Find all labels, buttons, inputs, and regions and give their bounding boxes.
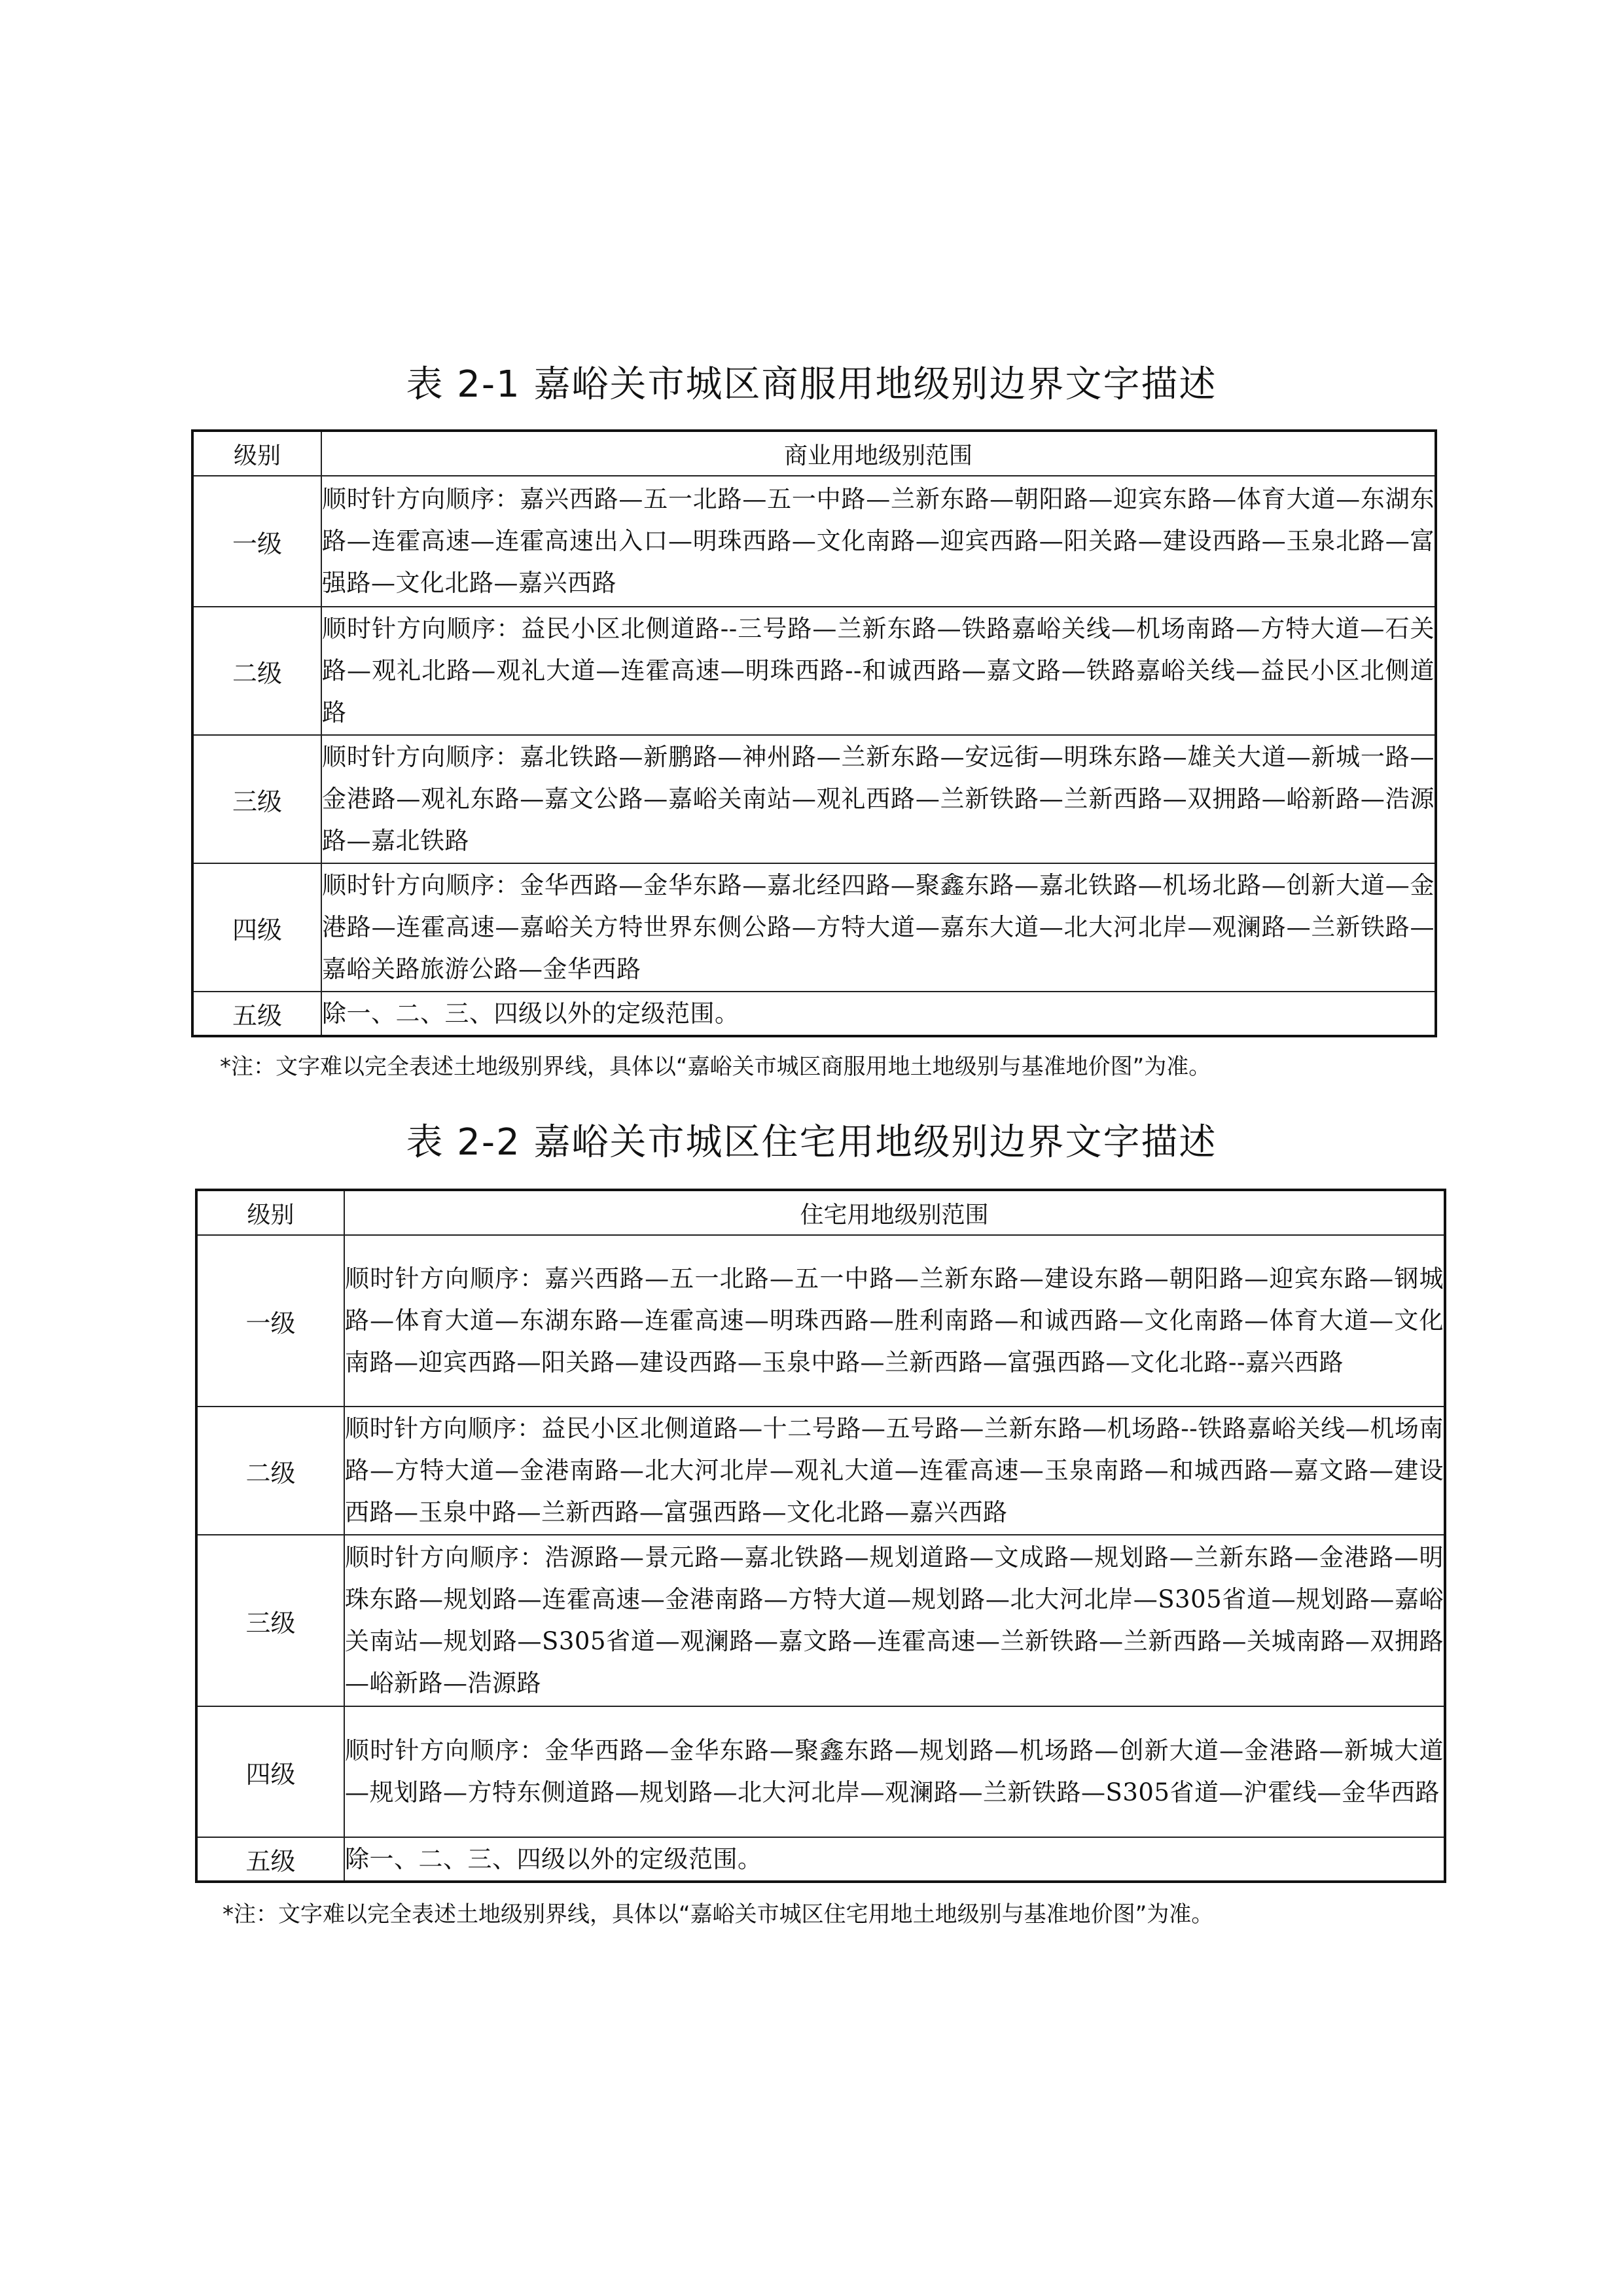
level-cell: 五级 [192,992,321,1036]
scope-cell: 顺时针方向顺序：金华西路—金华东路—聚鑫东路—规划路—机场路—创新大道—金港路—新城大道—规划路—方特东侧道路—规划路—北大河北岸—观澜路—兰新铁路—S305省道—沪霍线—金华西路 [344,1706,1445,1837]
header-level: 级别 [196,1190,344,1235]
table-row [196,1706,1445,1837]
header-scope: 商业用地级别范围 [321,431,1436,476]
table1-note: *注：文字难以完全表述土地级别界线，具体以“嘉峪关市城区商服用地土地级别与基准地价图”为准。 [220,1054,1211,1080]
commercial-grade-table [191,429,1437,1037]
level-cell: 四级 [192,863,321,992]
residential-grade-table [195,1189,1446,1883]
scope-cell: 顺时针方向顺序：浩源路—景元路—嘉北铁路—规划道路—文成路—规划路—兰新东路—金港路—明珠东路—规划路—连霍高速—金港南路—方特大道—规划路—北大河北岸—S305省道—规划路—嘉峪关南站—规划路—S305省道—观澜路—嘉文路—连霍高速—兰新铁路—兰新西路—关城南路—双拥路—峪新路—浩源路 [344,1535,1445,1706]
scope-cell: 顺时针方向顺序：益民小区北侧道路—十二号路—五号路—兰新东路—机场路--铁路嘉峪关线—机场南路—方特大道—金港南路—北大河北岸—观礼大道—连霍高速—玉泉南路—和城西路—嘉文路—建设西路—玉泉中路—兰新西路—富强西路—文化北路—嘉兴西路 [344,1407,1445,1535]
table-header-row [196,1190,1445,1235]
table-row [192,476,1436,607]
table-row [196,1407,1445,1535]
table-row [196,1235,1445,1407]
level-cell: 二级 [196,1407,344,1535]
table-row [192,607,1436,735]
table-row [192,735,1436,863]
scope-cell: 顺时针方向顺序：益民小区北侧道路--三号路—兰新东路—铁路嘉峪关线—机场南路—方特大道—石关路—观礼北路—观礼大道—连霍高速—明珠西路--和诚西路—嘉文路—铁路嘉峪关线—益民小区北侧道路 [321,607,1436,735]
level-cell: 三级 [196,1535,344,1706]
table-row [196,1837,1445,1882]
table-row [196,1535,1445,1706]
table1-title: 表 2-1 嘉峪关市城区商服用地级别边界文字描述 [406,363,1217,406]
level-cell: 四级 [196,1706,344,1837]
level-cell: 二级 [192,607,321,735]
level-cell: 三级 [192,735,321,863]
level-cell: 五级 [196,1837,344,1882]
scope-cell: 顺时针方向顺序：嘉兴西路—五一北路—五一中路—兰新东路—朝阳路—迎宾东路—体育大道—东湖东路—连霍高速—连霍高速出入口—明珠西路—文化南路—迎宾西路—阳关路—建设西路—玉泉北路—富强路—文化北路—嘉兴西路 [321,476,1436,607]
table2-title: 表 2-2 嘉峪关市城区住宅用地级别边界文字描述 [406,1121,1217,1164]
table2-note: *注：文字难以完全表述土地级别界线，具体以“嘉峪关市城区住宅用地土地级别与基准地价图”为准。 [223,1901,1214,1928]
header-level: 级别 [192,431,321,476]
scope-cell: 顺时针方向顺序：嘉兴西路—五一北路—五一中路—兰新东路—建设东路—朝阳路—迎宾东路—钢城路—体育大道—东湖东路—连霍高速—明珠西路—胜利南路—和诚西路—文化南路—体育大道—文化南路—迎宾西路—阳关路—建设西路—玉泉中路—兰新西路—富强西路—文化北路--嘉兴西路 [344,1235,1445,1407]
level-cell: 一级 [192,476,321,607]
table-row [192,992,1436,1036]
scope-cell: 顺时针方向顺序：金华西路—金华东路—嘉北经四路—聚鑫东路—嘉北铁路—机场北路—创新大道—金港路—连霍高速—嘉峪关方特世界东侧公路—方特大道—嘉东大道—北大河北岸—观澜路—兰新铁路—嘉峪关路旅游公路—金华西路 [321,863,1436,992]
header-scope: 住宅用地级别范围 [344,1190,1445,1235]
scope-cell: 除一、二、三、四级以外的定级范围。 [344,1837,1445,1882]
scope-cell: 除一、二、三、四级以外的定级范围。 [321,992,1436,1036]
level-cell: 一级 [196,1235,344,1407]
scope-cell: 顺时针方向顺序：嘉北铁路—新鹏路—神州路—兰新东路—安远街—明珠东路—雄关大道—新城一路—金港路—观礼东路—嘉文公路—嘉峪关南站—观礼西路—兰新铁路—兰新西路—双拥路—峪新路—浩源路—嘉北铁路 [321,735,1436,863]
table-header-row [192,431,1436,476]
table-row [192,863,1436,992]
